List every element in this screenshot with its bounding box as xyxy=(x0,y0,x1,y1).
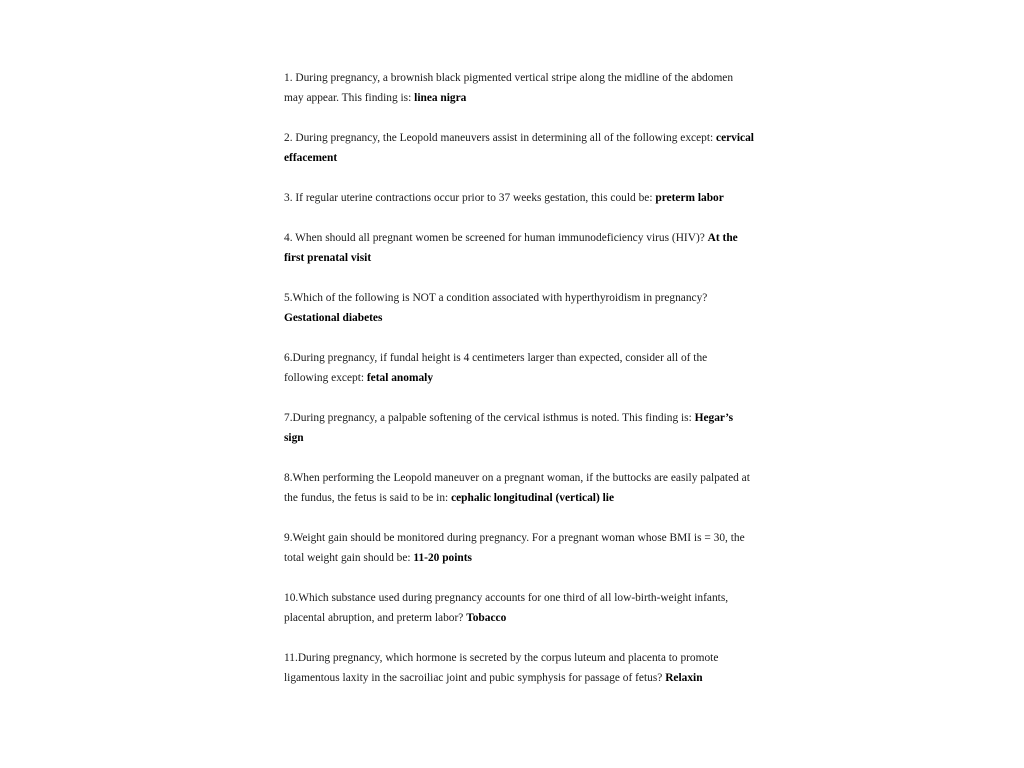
question-text: 3. If regular uterine contractions occur prior to 37 weeks gestation, this could be: xyxy=(284,192,653,204)
answer-text: Gestational diabetes xyxy=(284,312,383,324)
answer-text: At the first prenatal visit xyxy=(284,232,738,264)
question-text: 9.Weight gain should be monitored during pregnancy. For a pregnant woman whose BMI is = 30, the total weight gain should be: xyxy=(284,532,745,564)
qa-item-10 xyxy=(284,588,754,628)
qa-item-5 xyxy=(284,288,754,328)
question-text: 7.During pregnancy, a palpable softening of the cervical isthmus is noted. This finding is: xyxy=(284,412,692,424)
question-text: 10.Which substance used during pregnancy accounts for one third of all low-birth-weight infants, placental abruption, and preterm labor? xyxy=(284,592,729,624)
question-text: 1. During pregnancy, a brownish black pigmented vertical stripe along the midline of the abdomen may appear. This finding is: xyxy=(284,72,734,104)
answer-text: Hegar’s sign xyxy=(284,412,733,444)
question-text: 11.During pregnancy, which hormone is secreted by the corpus luteum and placenta to promote ligamentous laxity in the sacroiliac joint and pubic symphysis for passage of fetus? xyxy=(284,652,719,684)
document-page xyxy=(284,68,754,708)
qa-item-9 xyxy=(284,528,754,568)
qa-item-1 xyxy=(284,68,754,108)
question-text: 6.During pregnancy, if fundal height is 4 centimeters larger than expected, consider all of the following except: xyxy=(284,352,708,384)
answer-text: linea nigra xyxy=(414,92,467,104)
question-text: 4. When should all pregnant women be screened for human immunodeficiency virus (HIV)? xyxy=(284,232,705,244)
answer-text: preterm labor xyxy=(655,192,724,204)
answer-text: cervical effacement xyxy=(284,132,754,164)
qa-item-3 xyxy=(284,188,754,208)
qa-item-2 xyxy=(284,128,754,168)
qa-item-11 xyxy=(284,648,754,688)
answer-text: fetal anomaly xyxy=(366,372,434,384)
question-text: 8.When performing the Leopold maneuver on a pregnant woman, if the buttocks are easily palpated at the fundus, the fetus is said to be in: xyxy=(284,472,750,504)
answer-text: Tobacco xyxy=(466,612,507,624)
qa-item-7 xyxy=(284,408,754,448)
question-text: 2. During pregnancy, the Leopold maneuvers assist in determining all of the following except: xyxy=(284,132,714,144)
question-text: 5.Which of the following is NOT a condition associated with hyperthyroidism in pregnancy? xyxy=(284,292,708,304)
answer-text: cephalic longitudinal (vertical) lie xyxy=(451,492,614,504)
qa-item-6 xyxy=(284,348,754,388)
qa-item-4 xyxy=(284,228,754,268)
answer-text: Relaxin xyxy=(665,672,703,684)
answer-text: 11-20 points xyxy=(413,552,472,564)
qa-item-8 xyxy=(284,468,754,508)
